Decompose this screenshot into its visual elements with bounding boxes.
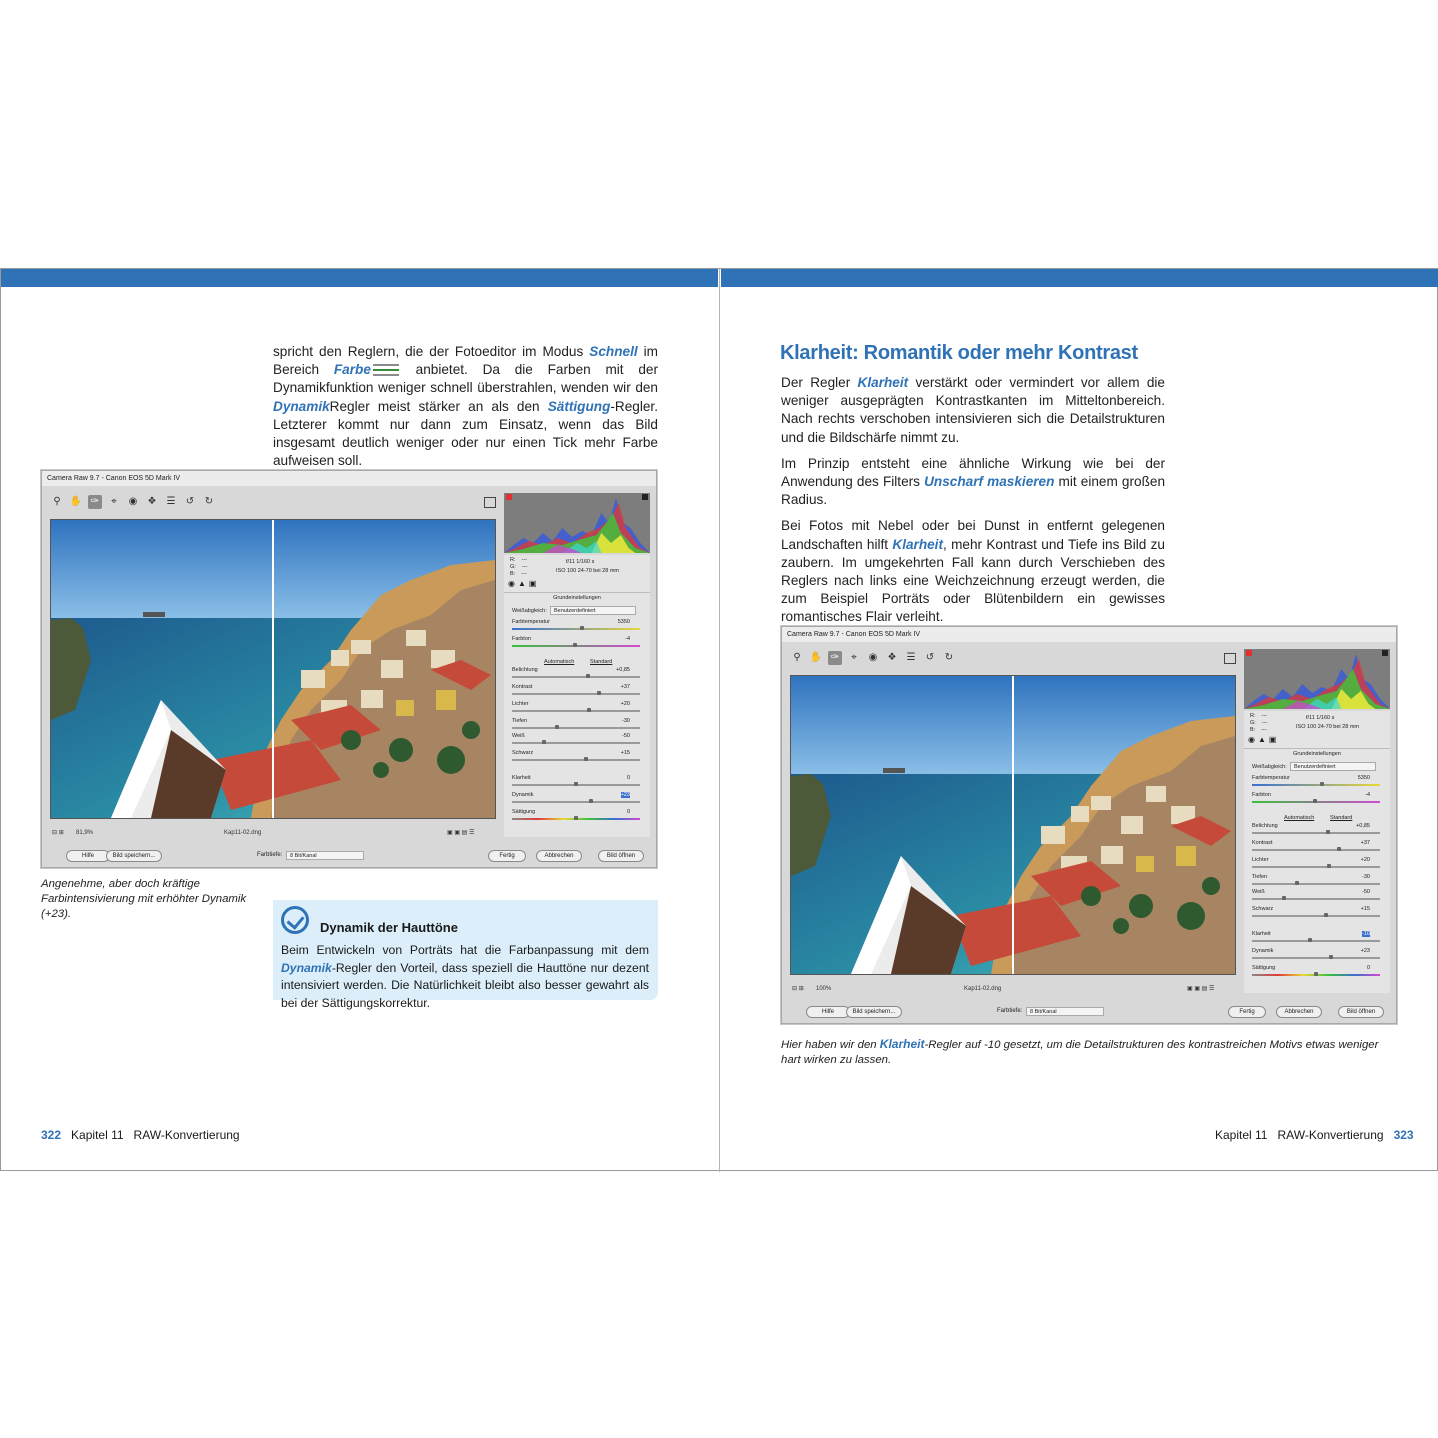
slider-label: Klarheit xyxy=(512,775,531,781)
window-title: Camera Raw 9.7 - Canon EOS 5D Mark IV xyxy=(782,627,1396,642)
chapter-label: Kapitel 11 xyxy=(1215,1128,1268,1142)
rgb-r-value xyxy=(510,557,527,564)
slider-row xyxy=(510,750,642,765)
exif-line-2: ISO 100 24-70 bei 28 mm xyxy=(1296,724,1359,730)
slider-value[interactable]: +15 xyxy=(1360,906,1370,912)
slider-row xyxy=(1250,823,1382,838)
slider-thumb[interactable] xyxy=(584,757,588,761)
adjustment-panel xyxy=(504,555,650,837)
save-image-button[interactable]: Bild speichern... xyxy=(106,850,162,862)
slider-value[interactable]: +0,85 xyxy=(1356,823,1370,829)
rotate-left-icon[interactable]: ↺ xyxy=(925,652,935,663)
basic-tab-icon[interactable]: ◉ xyxy=(508,579,515,588)
rgb-g-value xyxy=(510,564,527,571)
section-title: Grundeinstellungen xyxy=(504,592,650,601)
slider-thumb[interactable] xyxy=(1326,830,1330,834)
rgb-readout xyxy=(510,557,527,578)
rgb-value: --- xyxy=(1261,720,1268,726)
rgb-label: G: xyxy=(1250,720,1256,726)
hand-tool-icon[interactable]: ✋ xyxy=(69,496,83,507)
adjustment-panel xyxy=(1244,711,1390,993)
slider-value[interactable]: -4 xyxy=(625,636,630,642)
spot-removal-icon[interactable]: ❖ xyxy=(147,496,157,507)
text-run: -Regler. Letzterer kommt nur dann zum Einsatz, wenn das Bild insgesamt deutlich weniger oder nur einen Tick mehr Farbe aufweisen soll. xyxy=(273,398,658,469)
slider-thumb[interactable] xyxy=(1313,799,1317,803)
slider-track[interactable] xyxy=(1252,940,1380,942)
slider-label: Lichter xyxy=(1252,857,1269,863)
text-run: anbietet. Da die Farben mit der Dynamikfunktion weniger schnell überstrahlen, wenden wir den xyxy=(273,362,658,396)
slider-label: Schwarz xyxy=(512,750,534,756)
slider-value[interactable]: +20 xyxy=(620,701,630,707)
rgb-label: G: xyxy=(510,564,516,570)
slider-row xyxy=(510,733,642,748)
help-button[interactable]: Hilfe xyxy=(66,850,110,862)
slider-label: Dynamik xyxy=(1252,948,1274,954)
open-image-button[interactable]: Bild öffnen xyxy=(1338,1006,1384,1018)
slider-row xyxy=(510,792,642,807)
slider-label: Sättigung xyxy=(1252,965,1276,971)
paragraph xyxy=(781,517,1165,626)
rgb-value: --- xyxy=(521,571,527,577)
chapter-title: RAW-Konvertierung xyxy=(133,1128,240,1142)
text-run: verstärkt oder vermindert vor allem die weniger ausgeprägten Kontrastkanten im Mitteltonbereich. Nach rechts verschoben intensivieren sich die Detailstrukturen und die Bildschärfe nimmt zu. xyxy=(781,375,1165,445)
keyword-schnell: Schnell xyxy=(589,344,638,359)
open-image-button[interactable]: Bild öffnen xyxy=(598,850,644,862)
tone-curve-tab-icon[interactable]: ▲ xyxy=(1257,735,1266,744)
slider-value[interactable]: +15 xyxy=(620,750,630,756)
rgb-value: --- xyxy=(521,557,527,563)
slider-row xyxy=(1250,889,1382,904)
slider-row xyxy=(1250,931,1382,946)
tip-text xyxy=(281,942,649,1012)
chapter-title: RAW-Konvertierung xyxy=(1277,1128,1384,1142)
keyword-farbe: Farbe xyxy=(333,362,371,378)
slider-label: Kontrast xyxy=(512,684,533,690)
text-run: -Regler den Vorteil, dass speziell die Hauttöne nur dezent intensiviert werden. Die Natürlichkeit bleibt also besser gewahrt als bei der Sättigungskorrektur. xyxy=(281,960,649,1010)
preview-image xyxy=(50,519,496,819)
slider-thumb[interactable] xyxy=(573,643,577,647)
slider-row xyxy=(510,701,642,716)
zoom-tool-icon[interactable]: ⚲ xyxy=(53,496,61,507)
before-after-divider[interactable] xyxy=(272,520,274,818)
camera-raw-window-left xyxy=(41,470,657,868)
slider-track[interactable] xyxy=(1252,883,1380,885)
slider-value[interactable]: -50 xyxy=(622,733,630,739)
text-run: Beim Entwickeln von Porträts hat die Farbanpassung mit dem xyxy=(281,943,649,957)
bit-depth-select[interactable]: 8 Bit/Kanal xyxy=(1026,1007,1104,1016)
file-name: Kap11-02.dng xyxy=(224,830,262,836)
redeye-tool-icon[interactable]: ◉ xyxy=(128,496,138,507)
keyword-dynamik: Dynamik xyxy=(281,960,332,975)
left-figure-caption: Angenehme, aber doch kräftige Farbintensivierung mit erhöhter Dynamik (+23). xyxy=(41,878,247,920)
default-link[interactable]: Standard xyxy=(590,659,613,665)
text-run: mit einem großen Radius. xyxy=(781,474,1166,508)
slider-label: Schwarz xyxy=(1252,906,1274,912)
slider-value[interactable]: -30 xyxy=(622,718,630,724)
paragraph xyxy=(781,455,1165,510)
shadow-clipping-warning-icon[interactable] xyxy=(1246,650,1252,656)
keyword-saettigung: Sättigung xyxy=(547,398,611,414)
left-page-footer xyxy=(41,1128,240,1142)
slider-label: Klarheit xyxy=(1252,931,1271,937)
rgb-b-value xyxy=(510,571,527,578)
before-after-divider[interactable] xyxy=(1012,676,1014,974)
camera-calibration-tab-icon[interactable]: ▣ xyxy=(1268,735,1277,744)
left-page-top-bar xyxy=(1,269,718,287)
slider-thumb[interactable] xyxy=(1314,972,1318,976)
slider-row xyxy=(1250,906,1382,921)
slider-thumb[interactable] xyxy=(589,799,593,803)
checkmark-icon xyxy=(281,906,309,934)
slider-label: Weiß xyxy=(1252,889,1265,895)
slider-thumb[interactable] xyxy=(1324,913,1328,917)
slider-row xyxy=(510,809,642,824)
slider-track[interactable] xyxy=(512,628,640,630)
basic-tab-icon[interactable]: ◉ xyxy=(1248,735,1255,744)
rgb-readout xyxy=(1250,713,1267,734)
right-body-text xyxy=(781,374,1165,635)
histogram xyxy=(504,493,650,553)
slider-thumb[interactable] xyxy=(586,674,590,678)
slider-label: Tiefen xyxy=(1252,874,1268,880)
zoom-level[interactable]: 100% xyxy=(816,986,832,992)
help-button[interactable]: Hilfe xyxy=(806,1006,850,1018)
slider-value[interactable]: +37 xyxy=(1360,840,1370,846)
slider-thumb[interactable] xyxy=(1337,847,1341,851)
keyword-klarheit: Klarheit xyxy=(879,1037,925,1051)
slider-track[interactable] xyxy=(512,759,640,761)
slider-thumb[interactable] xyxy=(1295,881,1299,885)
fullscreen-toggle-icon[interactable] xyxy=(484,497,496,508)
slider-value[interactable]: +23 xyxy=(1360,948,1370,954)
preferences-icon[interactable]: ☰ xyxy=(906,652,916,663)
bit-depth-select[interactable]: 8 Bit/Kanal xyxy=(286,851,364,860)
panel-tabs xyxy=(508,580,539,588)
rgb-label: B: xyxy=(1250,727,1256,733)
slider-value[interactable]: +37 xyxy=(620,684,630,690)
rgb-r-value xyxy=(1250,713,1267,720)
exif-line-1: f/11 1/160 s xyxy=(1306,715,1335,721)
slider-label: Farbton xyxy=(1252,792,1271,798)
text-run: spricht den Reglern, die der Fotoeditor im Modus xyxy=(273,344,590,359)
slider-thumb[interactable] xyxy=(574,816,578,820)
slider-row xyxy=(510,636,642,651)
text-run: im Bereich xyxy=(273,344,659,378)
white-balance-select[interactable]: Benutzerdefiniert xyxy=(1290,762,1376,771)
done-button[interactable]: Fertig xyxy=(488,850,526,862)
slider-track[interactable] xyxy=(1252,898,1380,900)
shadow-clipping-warning-icon[interactable] xyxy=(506,494,512,500)
slider-thumb[interactable] xyxy=(1308,938,1312,942)
page-number: 323 xyxy=(1393,1128,1414,1142)
slider-row xyxy=(510,718,642,733)
cancel-button[interactable]: Abbrechen xyxy=(1276,1006,1322,1018)
slider-track[interactable] xyxy=(512,742,640,744)
tip-title: Dynamik der Hauttöne xyxy=(320,920,458,935)
rotate-right-icon[interactable]: ↻ xyxy=(944,652,954,663)
slider-track[interactable] xyxy=(512,727,640,729)
redeye-tool-icon[interactable]: ◉ xyxy=(868,652,878,663)
slider-label: Farbtemperatur xyxy=(1252,775,1290,781)
rgb-b-value xyxy=(1250,727,1267,734)
slider-label: Farbtemperatur xyxy=(512,619,550,625)
highlight-clipping-warning-icon[interactable] xyxy=(1382,650,1388,656)
slider-value[interactable]: -4 xyxy=(1365,792,1370,798)
text-run: Der Regler xyxy=(781,375,858,390)
slider-thumb[interactable] xyxy=(1320,782,1324,786)
slider-value[interactable]: +0,85 xyxy=(616,667,630,673)
slider-track[interactable] xyxy=(1252,866,1380,868)
preview-image xyxy=(790,675,1236,975)
slider-row xyxy=(510,684,642,699)
auto-link[interactable]: Automatisch xyxy=(1284,815,1315,821)
white-balance-select[interactable]: Benutzerdefiniert xyxy=(550,606,636,615)
slider-label: Belichtung xyxy=(512,667,538,673)
zoom-out-icon[interactable]: ⊟ ⊞ xyxy=(52,830,64,836)
text-run: Bei Fotos mit Nebel oder bei Dunst in entfernt gelegenen Landschaften hilft xyxy=(781,518,1165,552)
slider-track[interactable] xyxy=(512,801,640,803)
slider-track[interactable] xyxy=(512,676,640,678)
slider-thumb[interactable] xyxy=(1329,955,1333,959)
chapter-label: Kapitel 11 xyxy=(71,1128,124,1142)
slider-label: Farbton xyxy=(512,636,531,642)
slider-value[interactable]: +23 xyxy=(620,792,630,798)
right-page-top-bar xyxy=(721,269,1438,287)
camera-calibration-tab-icon[interactable]: ▣ xyxy=(528,579,537,588)
save-image-button[interactable]: Bild speichern... xyxy=(846,1006,902,1018)
done-button[interactable]: Fertig xyxy=(1228,1006,1266,1018)
left-intro-paragraph xyxy=(273,343,658,478)
rgb-value: --- xyxy=(1261,727,1267,733)
view-mode-icon[interactable]: ▣ ▣ ▤ ☰ xyxy=(1187,986,1215,992)
toolbar xyxy=(50,493,216,511)
section-heading: Klarheit: Romantik oder mehr Kontrast xyxy=(780,342,1138,364)
keyword-klarheit: Klarheit xyxy=(857,375,909,390)
slider-track[interactable] xyxy=(512,710,640,712)
zoom-out-icon[interactable]: ⊟ ⊞ xyxy=(792,986,804,992)
spot-removal-icon[interactable]: ❖ xyxy=(887,652,897,663)
default-link[interactable]: Standard xyxy=(1330,815,1353,821)
slider-track[interactable] xyxy=(1252,849,1380,851)
rotate-right-icon[interactable]: ↻ xyxy=(204,496,214,507)
rotate-left-icon[interactable]: ↺ xyxy=(185,496,195,507)
slider-value[interactable]: 0 xyxy=(626,809,630,815)
slider-label: Belichtung xyxy=(1252,823,1278,829)
window-title: Camera Raw 9.7 - Canon EOS 5D Mark IV xyxy=(42,471,656,486)
slider-label: Kontrast xyxy=(1252,840,1273,846)
slider-track[interactable] xyxy=(1252,957,1380,959)
auto-link[interactable]: Automatisch xyxy=(544,659,575,665)
rgb-label: R: xyxy=(1250,713,1256,719)
view-mode-icon[interactable]: ▣ ▣ ▤ ☰ xyxy=(447,830,475,836)
slider-thumb[interactable] xyxy=(587,708,591,712)
status-bar xyxy=(52,827,496,839)
slider-label: Tiefen xyxy=(512,718,528,724)
slider-value[interactable]: -30 xyxy=(1362,874,1370,880)
paragraph xyxy=(781,374,1165,447)
fullscreen-toggle-icon[interactable] xyxy=(1224,653,1236,664)
slider-label: Weiß xyxy=(512,733,525,739)
slider-value[interactable]: 0 xyxy=(626,775,630,781)
tone-curve-tab-icon[interactable]: ▲ xyxy=(517,579,526,588)
slider-row xyxy=(1250,792,1382,807)
section-title: Grundeinstellungen xyxy=(1244,748,1390,757)
slider-row xyxy=(1250,874,1382,889)
slider-value[interactable]: -50 xyxy=(1362,889,1370,895)
slider-row xyxy=(1250,775,1382,790)
highlight-clipping-warning-icon[interactable] xyxy=(642,494,648,500)
slider-row xyxy=(1250,840,1382,855)
slider-track[interactable] xyxy=(1252,784,1380,786)
rgb-value: --- xyxy=(521,564,528,570)
slider-label: Dynamik xyxy=(512,792,534,798)
bit-depth-label: Farbtiefe: xyxy=(997,1008,1023,1014)
slider-track[interactable] xyxy=(1252,832,1380,834)
camera-raw-window-right xyxy=(781,626,1397,1024)
histogram xyxy=(1244,649,1390,709)
panel-tabs xyxy=(1248,736,1279,744)
slider-thumb[interactable] xyxy=(555,725,559,729)
page-gutter xyxy=(719,269,720,1172)
white-balance-tool-icon[interactable]: ✑ xyxy=(88,495,102,509)
slider-row xyxy=(510,775,642,790)
slider-value[interactable]: 5350 xyxy=(617,619,630,625)
rgb-label: R: xyxy=(510,557,516,563)
keyword-unscharf-maskieren: Unscharf maskieren xyxy=(924,474,1055,490)
slider-thumb[interactable] xyxy=(580,626,584,630)
slider-thumb[interactable] xyxy=(574,782,578,786)
rgb-value: --- xyxy=(1261,713,1267,719)
slider-thumb[interactable] xyxy=(1282,896,1286,900)
tip-box xyxy=(273,900,658,1010)
crop-tool-icon[interactable]: ⌖ xyxy=(851,652,857,663)
slider-value[interactable]: 5350 xyxy=(1357,775,1370,781)
slider-row xyxy=(510,619,642,634)
slider-label: Sättigung xyxy=(512,809,536,815)
slider-row xyxy=(1250,965,1382,980)
right-page-footer xyxy=(1215,1128,1414,1142)
cancel-button[interactable]: Abbrechen xyxy=(536,850,582,862)
text-run: -Regler auf -10 gesetzt, um die Detailstrukturen des kontrastreichen Motivs etwas weniger hart wirken zu lassen. xyxy=(781,1039,1379,1066)
slider-thumb[interactable] xyxy=(542,740,546,744)
slider-value[interactable]: +20 xyxy=(1360,857,1370,863)
slider-row xyxy=(1250,948,1382,963)
slider-thumb[interactable] xyxy=(1327,864,1331,868)
zoom-level[interactable]: 81,9% xyxy=(76,830,94,836)
slider-track[interactable] xyxy=(1252,915,1380,917)
slider-track[interactable] xyxy=(512,693,640,695)
slider-thumb[interactable] xyxy=(597,691,601,695)
white-balance-label: Weißabgleich: xyxy=(1252,764,1287,770)
bit-depth-label: Farbtiefe: xyxy=(257,852,283,858)
slider-row xyxy=(510,667,642,682)
text-run: Hier haben wir den xyxy=(781,1039,880,1051)
slider-label: Lichter xyxy=(512,701,529,707)
file-name: Kap11-02.dng xyxy=(964,986,1002,992)
status-bar xyxy=(792,983,1236,995)
rgb-g-value xyxy=(1250,720,1267,727)
text-run: , mehr Kontrast und Tiefe ins Bild zu zaubern. Im umgekehrten Fall kann durch Verschieben des Reglers nach links eine Weichzeichnung erzeugt werden, die zum Beispiel Porträts oder Blütenbildern ein gewisses romantisches Flair verleiht. xyxy=(781,536,1165,625)
exif-line-2: ISO 100 24-70 bei 28 mm xyxy=(556,568,619,574)
keyword-dynamik: Dynamik xyxy=(273,398,330,414)
exif-line-1: f/11 1/160 s xyxy=(566,559,595,565)
preferences-icon[interactable]: ☰ xyxy=(166,496,176,507)
slider-row xyxy=(1250,857,1382,872)
rgb-label: B: xyxy=(510,571,516,577)
text-run: Im Prinzip entsteht eine ähnliche Wirkung wie bei der Anwendung des Filters xyxy=(781,455,1165,490)
keyword-klarheit: Klarheit xyxy=(892,536,943,552)
slider-value[interactable]: 0 xyxy=(1366,965,1370,971)
hand-tool-icon[interactable]: ✋ xyxy=(809,652,823,663)
crop-tool-icon[interactable]: ⌖ xyxy=(111,496,117,507)
farbe-sliders-icon xyxy=(373,364,399,376)
zoom-tool-icon[interactable]: ⚲ xyxy=(793,652,801,663)
toolbar xyxy=(790,649,956,667)
right-figure-caption xyxy=(781,1037,1381,1068)
white-balance-tool-icon[interactable]: ✑ xyxy=(828,651,842,665)
slider-value[interactable]: -10 xyxy=(1362,931,1370,937)
page-number: 322 xyxy=(41,1128,62,1142)
text-run: Regler meist stärker an als den xyxy=(329,398,548,414)
white-balance-label: Weißabgleich: xyxy=(512,608,547,614)
